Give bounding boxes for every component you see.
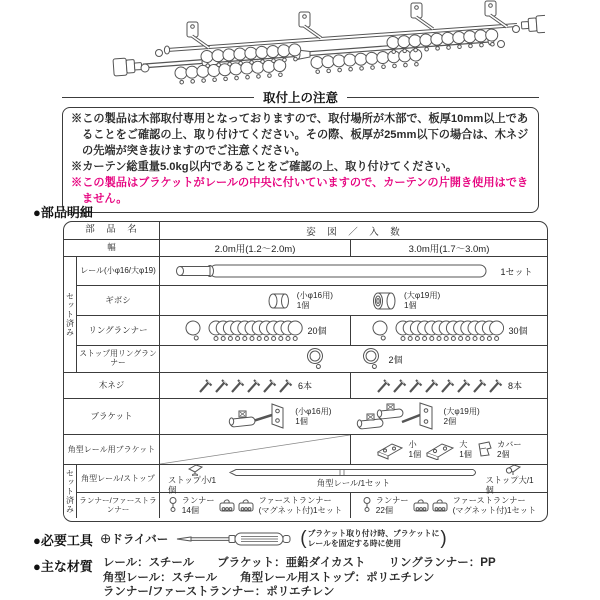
wood-screw-3m-cell <box>351 373 547 398</box>
stop-ring-runner-figure-cell <box>160 346 547 372</box>
table-row-square-rail-stop <box>64 465 547 493</box>
square-rail-label: 角型レール/1セット <box>316 478 391 489</box>
square-bracket-large-icon <box>425 440 455 460</box>
square-rail-bracket-label: 角型レール用ブラケット <box>64 435 160 464</box>
wood-screw-3m-qty: 8本 <box>507 381 522 391</box>
table-row-rail <box>64 257 547 286</box>
table-row-runner <box>64 493 547 518</box>
wood-screw-2m-qty: 6本 <box>297 381 312 391</box>
square-rail-stop-label: 角型レール/ストップ <box>77 465 160 492</box>
first-runner-icon <box>413 497 449 515</box>
square-bracket-small-note: 小 1個 <box>408 439 422 459</box>
screwdriver-icon <box>175 530 293 548</box>
notice-box <box>62 107 539 213</box>
set-group-label: セット済み <box>65 469 75 514</box>
ring-runner-3m-cell <box>351 316 547 345</box>
square-rail-bracket-empty-cell <box>160 435 351 464</box>
set-group-label: セット済み <box>65 292 75 337</box>
tools-heading: ●必要工具 <box>33 532 93 548</box>
table-header-row <box>64 222 547 240</box>
ring-icon <box>183 319 203 343</box>
materials-line-3: ランナー/ファーストランナー：ポリエチレン <box>102 586 335 599</box>
gibosi-label: ギボシ <box>77 286 160 315</box>
cover-icon <box>476 440 493 460</box>
table-row-ring-runner <box>64 316 547 346</box>
col-part-name: 部 品 名 <box>64 222 160 239</box>
rail-icon <box>174 263 494 279</box>
runner-3m-cell <box>351 493 547 518</box>
left-finial <box>113 57 142 76</box>
first-runner-3m-note: ファーストランナー (マグネット付)1セット <box>452 495 537 515</box>
curtain-rail-illustration <box>55 0 545 92</box>
width-label: 幅 <box>64 240 160 256</box>
gibosi-large-note: (大φ19用) 1個 <box>404 290 441 310</box>
col-figure-qty: 姿 図 ／ 入 数 <box>306 226 401 238</box>
required-tools-row <box>33 527 447 552</box>
table-row-wood-screw <box>64 373 547 399</box>
runner-icon <box>362 497 372 514</box>
stop-small-icon <box>186 462 204 476</box>
set-group-strip-1 <box>64 257 77 372</box>
bracket-small-icon <box>227 401 289 433</box>
square-bracket-small-icon <box>376 440 404 460</box>
gibosi-small-note: (小φ16用) 1個 <box>296 290 333 310</box>
table-row-bracket <box>64 399 547 435</box>
stop-ring-icon <box>304 347 326 371</box>
stop-large-stack <box>486 462 540 496</box>
gibosi-figure-cell <box>160 286 547 315</box>
usage-note-line2: レールを固定する時に使用 <box>307 539 402 549</box>
materials-line-1: レール：スチール ブラケット：亜鉛ダイカスト リングランナー：PP <box>102 557 496 569</box>
ring-runner-2m-cell <box>160 316 351 345</box>
rail-label: レール(小φ16/大φ19) <box>77 257 160 285</box>
bracket-label: ブラケット <box>64 399 160 434</box>
first-runner-2m-note: ファーストランナー (マグネット付)1セット <box>258 495 343 515</box>
runner-icon <box>168 497 178 514</box>
notice-title <box>62 88 539 106</box>
ring-chain-icon <box>207 319 303 343</box>
stop-large-icon <box>503 462 522 476</box>
materials-lines <box>103 556 496 600</box>
runner-2m-note: ランナー 14個 <box>181 495 215 515</box>
screws-icon <box>376 377 504 395</box>
gibosi-small-icon <box>267 291 291 311</box>
stop-ring-runner-qty: 2個 <box>388 354 403 365</box>
main-materials-row <box>33 556 496 600</box>
ring-chain-icon <box>394 319 504 343</box>
rail-qty: 1セット <box>500 266 533 277</box>
screwdriver-usage-note <box>300 527 446 552</box>
wood-screw-2m-cell <box>160 373 351 398</box>
cover-note: カバー 2個 <box>496 439 522 459</box>
notice-note-2: ※カーテン総重量5.0kg以内であることをご確認の上、取り付けてください。 <box>71 160 458 173</box>
runner-2m-cell <box>160 493 351 518</box>
table-width-row <box>64 240 547 257</box>
rail-figure-cell <box>160 257 547 285</box>
runner-3m-note: ランナー 22個 <box>375 495 409 515</box>
stop-ring-runner-label: ストップ用リングランナー <box>77 346 160 372</box>
table-row-square-rail-bracket <box>64 435 547 465</box>
notice-note-1: ※この製品は木部取付専用となっておりますので、取付場所が木部で、板厚10mm以上であることをご確認の上、取り付けてください。その際、板厚が25mm以下の場合は、木ネジの先端が突き抜けますのでご注意ください。 <box>71 113 529 157</box>
ring-runner-3m-qty: 30個 <box>508 326 528 336</box>
ring-runner-label: リングランナー <box>77 316 160 345</box>
right-finial <box>521 15 545 34</box>
double-rail-drawing <box>55 0 545 92</box>
materials-heading: ●主な材質 <box>33 559 93 574</box>
bracket-figure-cell <box>160 399 547 434</box>
stop-large-label: ストップ大/1個 <box>485 474 534 495</box>
square-rail-stack <box>228 468 480 489</box>
stop-ring-icon <box>360 347 382 371</box>
ring-runner-2m-qty: 20個 <box>307 326 327 336</box>
square-rail-stop-figure-cell <box>160 465 547 495</box>
bracket-large-note: (大φ19用) 2個 <box>443 406 480 426</box>
gibosi-large-icon <box>371 290 398 312</box>
set-group-strip-2 <box>64 465 77 518</box>
diagonal-empty-mark <box>160 435 350 464</box>
materials-line-2: 角型レール：スチール 角型レール用ストップ：ポリエチレン <box>102 571 435 584</box>
usage-note-line1: ブラケット取り付け時、ブラケットに <box>307 529 440 539</box>
parts-list-heading: ●部品明細 <box>33 205 93 220</box>
bracket-large-icon <box>356 401 438 433</box>
square-bracket-large-note: 大 1個 <box>459 439 472 459</box>
parts-table <box>63 221 548 522</box>
screws-icon <box>198 377 294 395</box>
width-3m: 3.0m用(1.7〜3.0m) <box>408 244 490 255</box>
table-row-stop-ring-runner <box>64 346 547 373</box>
bracket-small-note: (小φ16用) 1個 <box>295 406 332 426</box>
wood-screw-label: 木ネジ <box>64 373 160 398</box>
notice-title-text: 取付上の注意 <box>263 91 339 105</box>
square-rail-bracket-3m-cell <box>351 435 547 464</box>
ring-icon <box>370 319 390 343</box>
width-2m: 2.0m用(1.2〜2.0m) <box>160 240 351 256</box>
first-runner-icon <box>219 497 255 515</box>
runner-label: ランナー/ファーストランナー <box>77 493 160 518</box>
table-row-gibosi <box>64 286 547 316</box>
installation-notice <box>62 88 539 213</box>
notice-warning: ※この製品はブラケットがレールの中央に付いていますので、カーテンの片開き使用はできません。 <box>71 176 529 205</box>
stop-small-stack <box>168 462 222 496</box>
screwdriver-label: ⊕ドライバー <box>99 534 169 547</box>
stop-small-label: ストップ小/1個 <box>168 474 217 495</box>
